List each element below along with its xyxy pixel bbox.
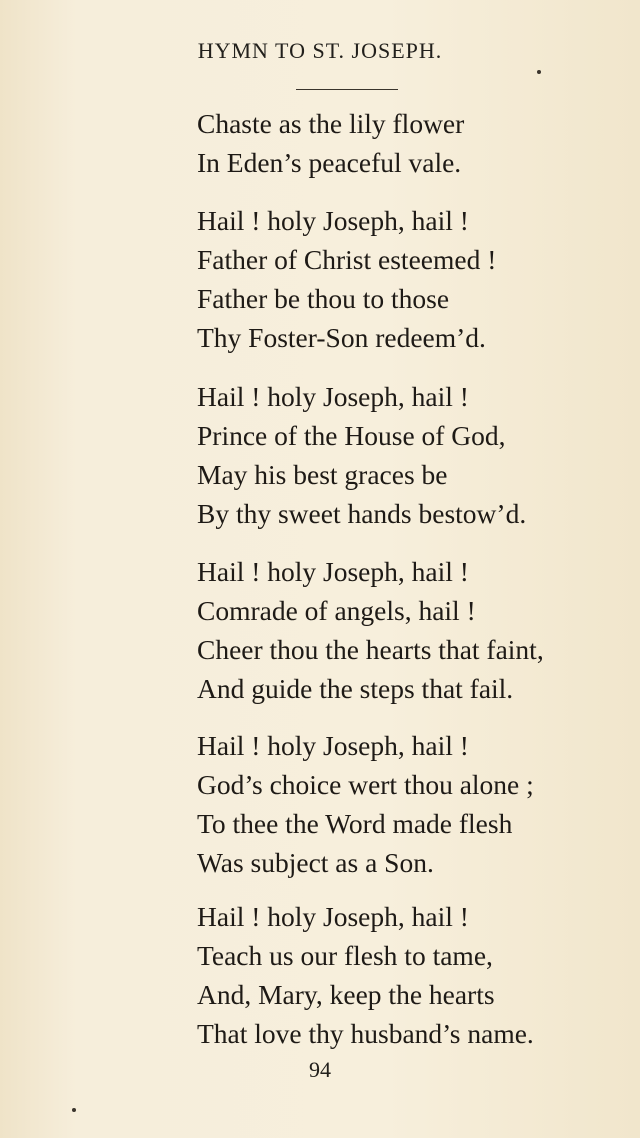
verse-line: And guide the steps that fail.: [197, 673, 514, 704]
verse-line: Hail ! holy Joseph, hail !: [197, 901, 469, 932]
verse-line: Prince of the House of God,: [197, 420, 506, 451]
verse-line: Hail ! holy Joseph, hail !: [197, 381, 469, 412]
verse-line: May his best graces be: [197, 459, 448, 490]
verse-line: Chaste as the lily flower: [197, 108, 465, 139]
stanza-3: [197, 377, 526, 533]
verse-line: By thy sweet hands bestow’d.: [197, 498, 527, 529]
verse-line: God’s choice wert thou alone ;: [197, 769, 534, 800]
stanza-5: [197, 726, 534, 882]
head-rule: [296, 89, 398, 90]
stanza-4: [197, 552, 544, 708]
verse-line: Cheer thou the hearts that faint,: [197, 634, 544, 665]
ink-speck: [72, 1108, 76, 1112]
verse-line: Father be thou to those: [197, 283, 450, 314]
verse-line: Hail ! holy Joseph, hail !: [197, 556, 469, 587]
verse-line: Teach us our flesh to tame,: [197, 940, 493, 971]
verse-line: Comrade of angels, hail !: [197, 595, 476, 626]
verse-line: To thee the Word made flesh: [197, 808, 513, 839]
verse-line: Thy Foster-Son redeem’d.: [197, 322, 486, 353]
verse-line: And, Mary, keep the hearts: [197, 979, 495, 1010]
verse-line: Hail ! holy Joseph, hail !: [197, 205, 469, 236]
verse-line: Hail ! holy Joseph, hail !: [197, 730, 469, 761]
stanza-1: [197, 104, 464, 182]
verse-line: That love thy husband’s name.: [197, 1018, 534, 1049]
verse-line: Was subject as a Son.: [197, 847, 434, 878]
stanza-6: [197, 897, 534, 1053]
stanza-2: [197, 201, 496, 357]
ink-speck: [537, 70, 541, 74]
verse-line: Father of Christ esteemed !: [197, 244, 497, 275]
running-head: HYMN TO ST. JOSEPH.: [197, 38, 443, 63]
page-number: 94: [309, 1057, 331, 1082]
verse-line: In Eden’s peaceful vale.: [197, 147, 462, 178]
